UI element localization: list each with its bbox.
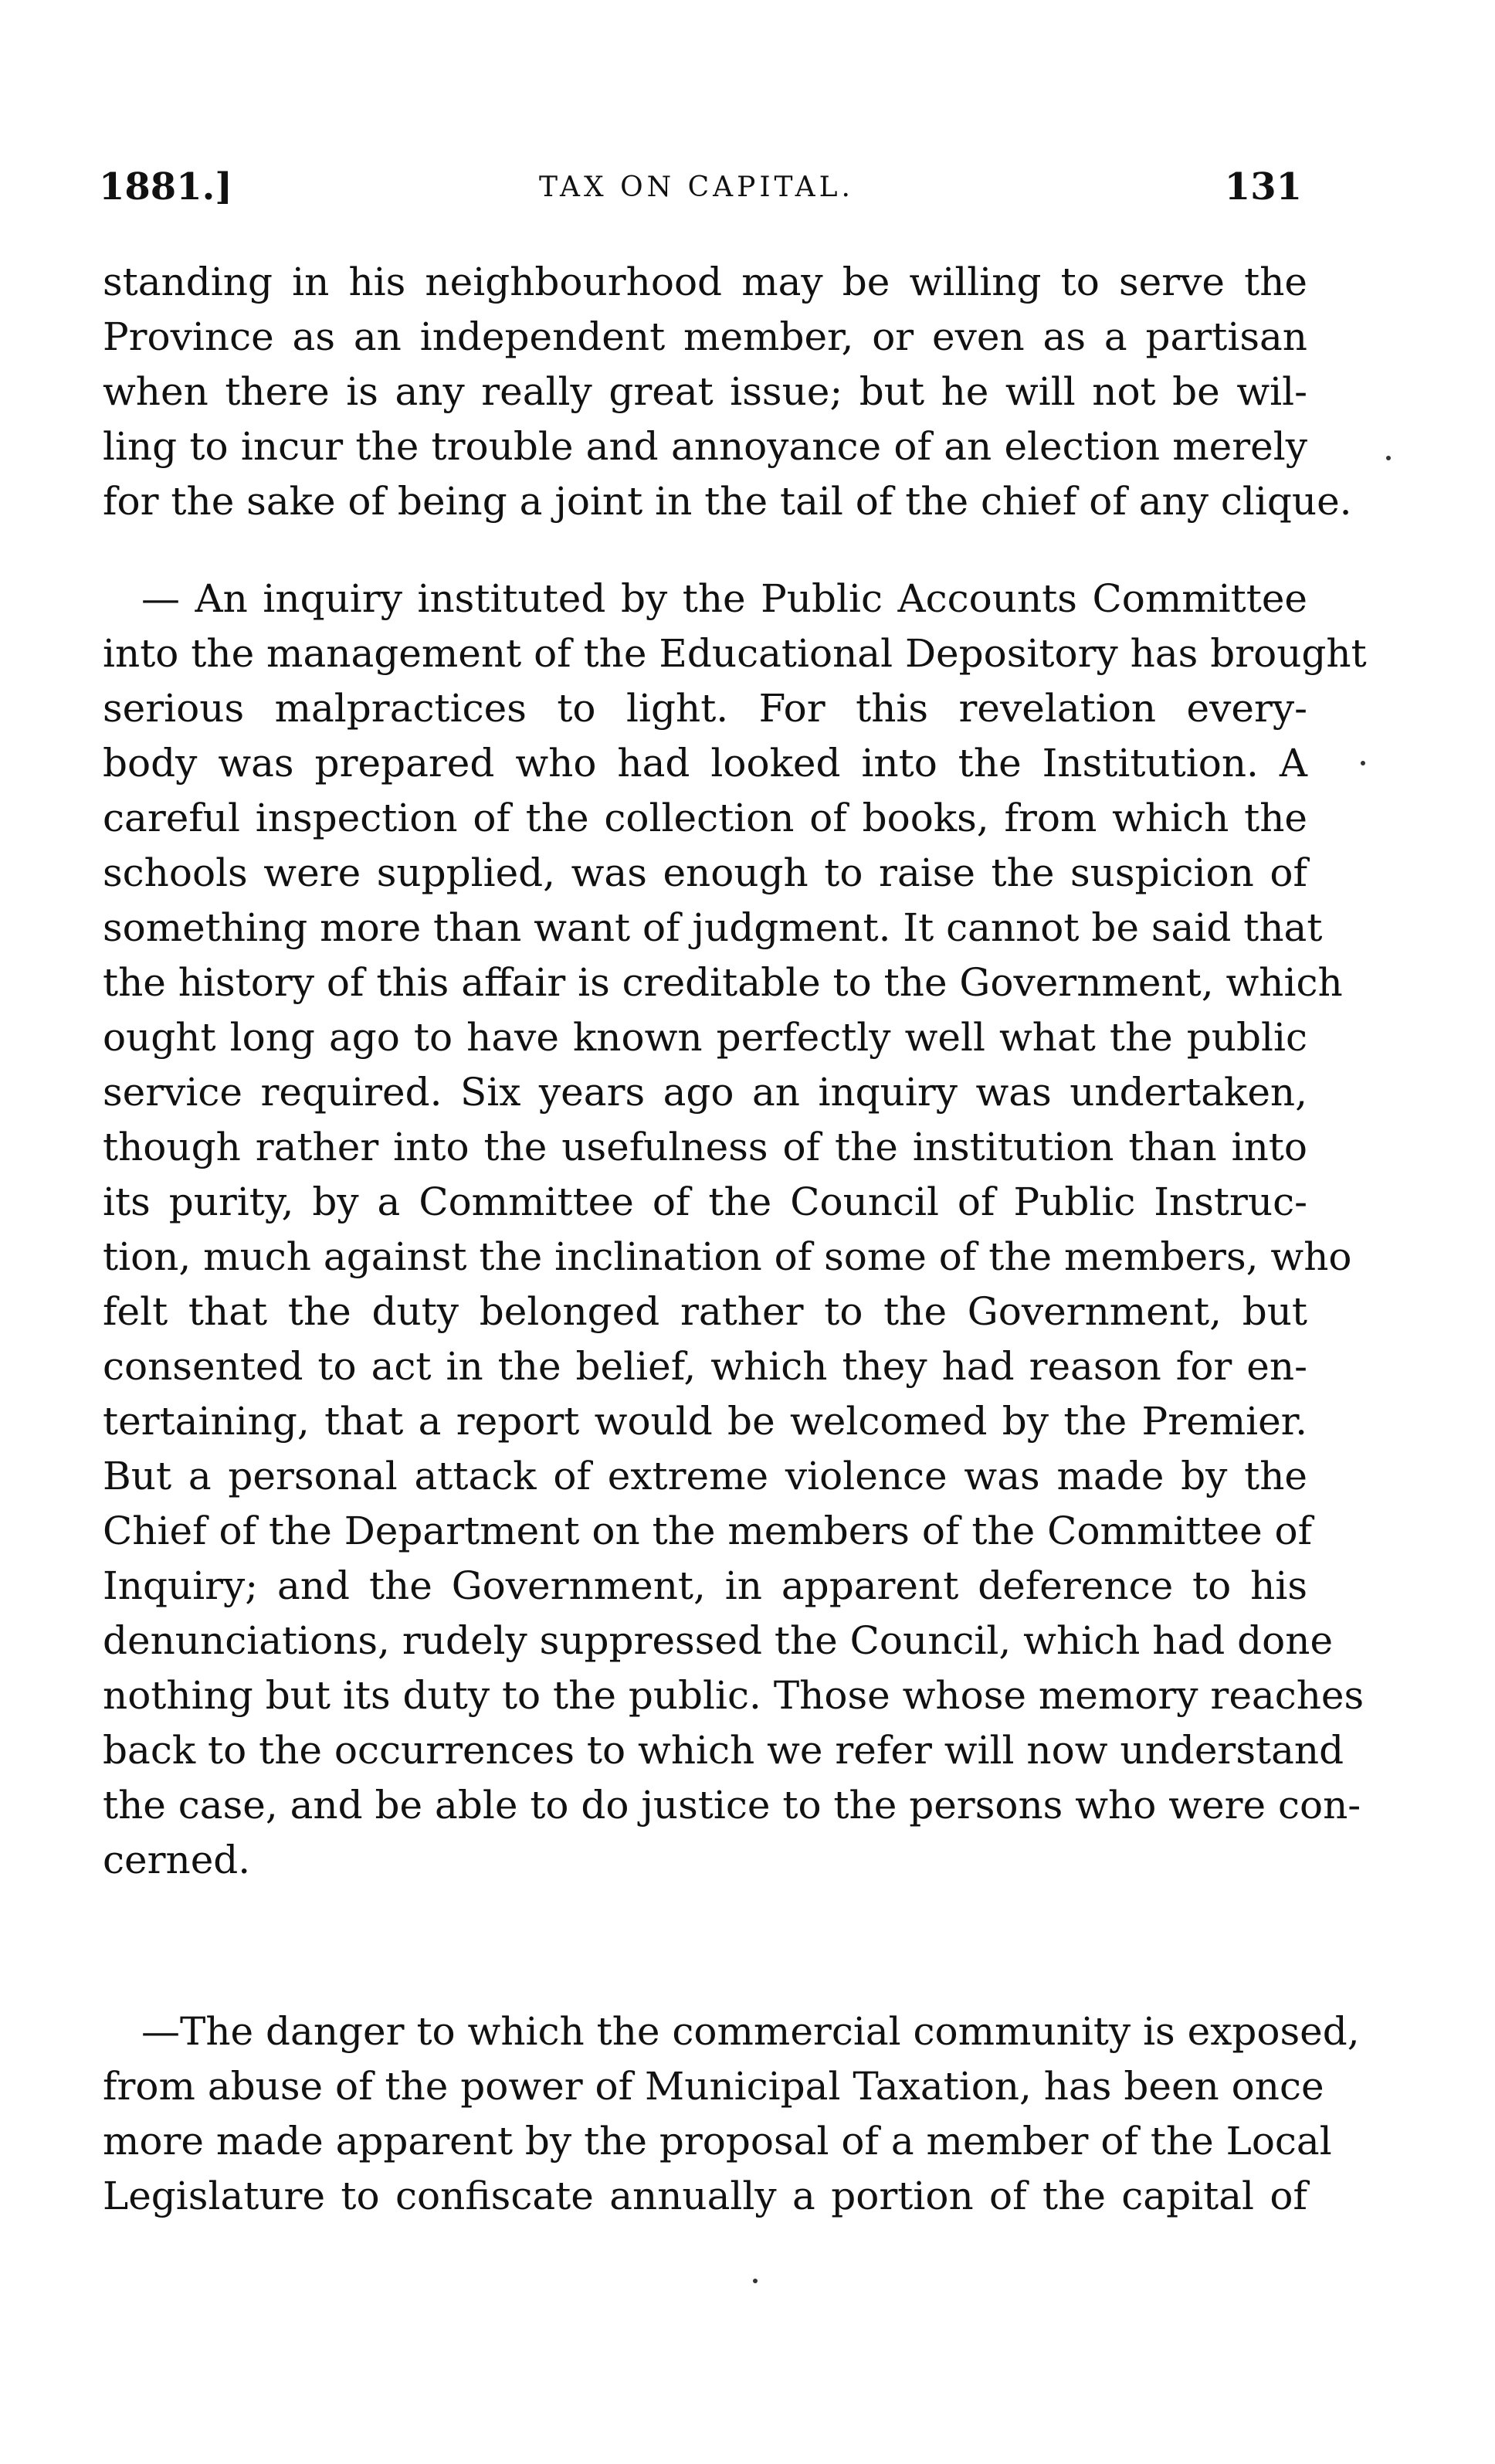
text-line: consented to act in the belief, which they had reason for en- xyxy=(103,1344,1307,1389)
header-year: 1881.] xyxy=(99,165,233,209)
text-line: ought long ago to have known perfectly well what the public xyxy=(103,1015,1307,1060)
text-line: the history of this affair is creditable to the Government, which xyxy=(103,960,1343,1005)
paragraph-educational-depository xyxy=(103,572,1367,1888)
text-line: its purity, by a Committee of the Council of Public Instruc- xyxy=(103,1179,1307,1224)
text-line: standing in his neighbourhood may be willing to serve the xyxy=(103,260,1307,304)
text-line: when there is any really great issue; but he will not be wil- xyxy=(103,369,1307,414)
text-line: Legislature to confiscate annually a portion of the capital of xyxy=(103,2174,1307,2218)
text-line: into the management of the Educational Depository has brought xyxy=(103,631,1367,676)
text-line: Inquiry; and the Government, in apparent deference to his xyxy=(103,1563,1307,1608)
text-line: But a personal attack of extreme violence was made by the xyxy=(103,1454,1307,1498)
text-line: schools were supplied, was enough to raise the suspicion of xyxy=(103,850,1307,895)
paragraph-municipal-taxation xyxy=(103,2004,1360,2224)
running-head xyxy=(99,165,1302,219)
text-line: something more than want of judgment. It cannot be said that xyxy=(103,905,1323,950)
text-line: denunciations, rudely suppressed the Council, which had done xyxy=(103,1618,1334,1663)
text-line: tertaining, that a report would be welcomed by the Premier. xyxy=(103,1399,1307,1444)
text-line: more made apparent by the proposal of a member of the Local xyxy=(103,2119,1332,2164)
text-line: careful inspection of the collection of books, from which the xyxy=(103,796,1307,840)
text-line: the case, and be able to do justice to the persons who were con- xyxy=(103,1783,1361,1828)
print-speck xyxy=(753,2279,758,2283)
text-line: for the sake of being a joint in the tail of the chief of any clique. xyxy=(103,479,1352,524)
text-line: Province as an independent member, or even as a partisan xyxy=(103,314,1307,359)
text-line: serious malpractices to light. For this revelation every- xyxy=(103,686,1307,731)
header-title: TAX ON CAPITAL. xyxy=(539,171,854,203)
text-line: felt that the duty belonged rather to the Government, but xyxy=(103,1289,1307,1334)
text-line: body was prepared who had looked into the Institution. A xyxy=(103,741,1307,786)
text-line: back to the occurrences to which we refer will now understand xyxy=(103,1728,1344,1773)
text-line: though rather into the usefulness of the institution than into xyxy=(103,1125,1307,1169)
text-line: Chief of the Department on the members of the Committee of xyxy=(103,1509,1313,1553)
text-line: tion, much against the inclination of some of the members, who xyxy=(103,1234,1352,1279)
text-line: service required. Six years ago an inquiry was undertaken, xyxy=(103,1070,1307,1115)
text-line: nothing but its duty to the public. Those whose memory reaches xyxy=(103,1673,1364,1718)
text-line: ling to incur the trouble and annoyance of an election merely xyxy=(103,424,1307,469)
print-speck xyxy=(1386,456,1391,460)
print-speck xyxy=(1361,761,1365,765)
text-line: —The danger to which the commercial community is exposed, xyxy=(141,2009,1360,2054)
text-line: cerned. xyxy=(103,1838,251,1882)
text-line: — An inquiry instituted by the Public Accounts Committee xyxy=(141,576,1307,621)
page-number: 131 xyxy=(1224,165,1302,209)
paragraph-continued xyxy=(103,255,1352,529)
text-line: from abuse of the power of Municipal Taxation, has been once xyxy=(103,2064,1324,2109)
